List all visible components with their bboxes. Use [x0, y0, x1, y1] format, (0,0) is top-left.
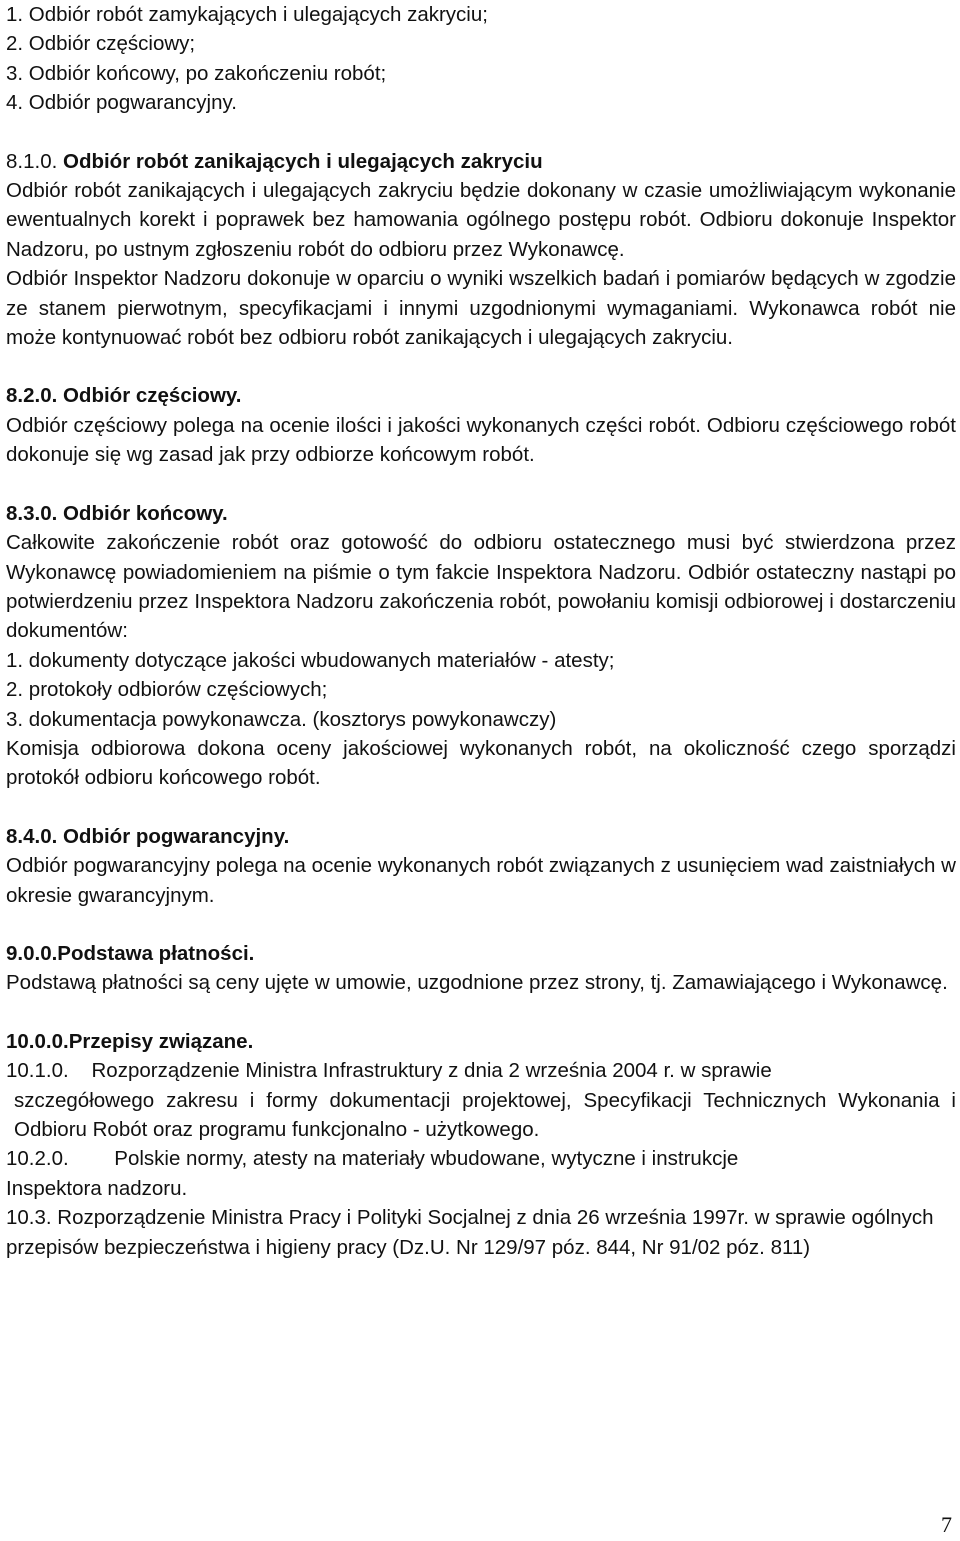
acceptance-types-list: [6, 0, 956, 118]
section-8-1-0-paragraph-1: Odbiór robót zanikających i ulegających zakryciu będzie dokonany w czasie umożliwiającym wykonanie ewentualnych korekt i poprawek bez hamowania ogólnego postępu robót. Odbioru dokonuje Inspektor Nadzoru, po ustnym zgłoszeniu robót do odbioru przez Wykonawcę.: [6, 179, 956, 261]
section-8-4-0-heading: 8.4.0. Odbiór pogwarancyjny.: [6, 824, 290, 848]
regulation-first-line: Rozporządzenie Ministra Infrastruktury z dnia 2 września 2004 r. w sprawie: [91, 1059, 772, 1083]
regulation-10-1-0-continuation: szczegółowego zakresu i formy dokumentacji projektowej, Specyfikacji Technicznych Wykonania i Odbioru Robót oraz programu funkcjonalno - użytkowego.: [14, 1088, 956, 1141]
section-8-3-0-heading: 8.3.0. Odbiór końcowy.: [6, 501, 228, 525]
regulation-10-3: 10.3. Rozporządzenie Ministra Pracy i Polityki Socjalnej z dnia 26 września 1997r. w sprawie ogólnych przepisów bezpieczeństwa i higieny pracy (Dz.U. Nr 129/97 póz. 844, Nr 91/02 póz. 811): [6, 1206, 934, 1259]
list-item: 3. Odbiór końcowy, po zakończeniu robót;: [6, 61, 387, 85]
section-number: 8.1.0.: [6, 149, 58, 173]
list-item: 4. Odbiór pogwarancyjny.: [6, 91, 237, 115]
regulation-10-1-0: [6, 1056, 956, 1085]
list-item: 3. dokumentacja powykonawcza. (kosztorys powykonawczy): [6, 707, 557, 731]
list-item: 1. dokumenty dotyczące jakości wbudowanych materiałów - atesty;: [6, 648, 615, 672]
document-page: [6, 0, 956, 1262]
list-item: 1. Odbiór robót zamykających i ulegających zakryciu;: [6, 3, 488, 26]
section-9-0-0-heading: 9.0.0.Podstawa płatności.: [6, 941, 255, 965]
section-9-0-0-paragraph: Podstawą płatności są ceny ujęte w umowie, uzgodnione przez strony, tj. Zamawiającego i Wykonawcę.: [6, 971, 948, 995]
page-number: 7: [941, 1512, 952, 1537]
regulation-first-line: Polskie normy, atesty na materiały wbudowane, wytyczne i instrukcje: [114, 1147, 739, 1171]
list-item: 2. Odbiór częściowy;: [6, 32, 196, 56]
section-title: Odbiór robót zanikających i ulegających zakryciu: [63, 149, 543, 173]
section-8-2-0-paragraph: Odbiór częściowy polega na ocenie ilości i jakości wykonanych części robót. Odbioru częściowego robót dokonuje się wg zasad jak przy odbiorze końcowym robót.: [6, 413, 956, 467]
section-8-1-0-heading: [6, 147, 956, 176]
section-8-3-0-closing: Komisja odbiorowa dokona oceny jakościowej wykonanych robót, na okoliczność czego sporządzi protokół odbioru końcowego robót.: [6, 736, 956, 790]
regulation-number: 10.1.0.: [6, 1059, 69, 1083]
section-8-4-0-paragraph: Odbiór pogwarancyjny polega na ocenie wykonanych robót związanych z usunięciem wad zaistniałych w okresie gwarancyjnym.: [6, 854, 956, 907]
regulation-10-2-0: [6, 1144, 956, 1173]
section-8-3-0-paragraph: Całkowite zakończenie robót oraz gotowość do odbioru ostatecznego musi być stwierdzona przez Wykonawcę powiadomieniem na piśmie o tym fakcie Inspektora Nadzoru. Odbiór ostateczny nastąpi po potwierdzeniu przez Inspektora Nadzoru zakończenia robót, powołaniu komisji odbiorowej i dostarczeniu dokumentów:: [6, 531, 956, 643]
regulation-10-2-0-continuation: Inspektora nadzoru.: [6, 1176, 188, 1200]
list-item: 2. protokoły odbiorów częściowych;: [6, 678, 328, 702]
section-8-1-0-paragraph-2: Odbiór Inspektor Nadzoru dokonuje w oparciu o wyniki wszelkich badań i pomiarów będących w zgodzie ze stanem pierwotnym, specyfikacjami i innymi uzgodnionymi wymaganiami. Wykonawca robót nie może kontynuować robót bez odbioru robót zanikających i ulegających zakryciu.: [6, 267, 956, 350]
regulation-number: 10.2.0.: [6, 1147, 69, 1171]
required-documents-list: [6, 646, 956, 734]
section-10-0-0-heading: 10.0.0.Przepisy związane.: [6, 1029, 254, 1053]
section-8-2-0-heading: 8.2.0. Odbiór częściowy.: [6, 384, 242, 408]
